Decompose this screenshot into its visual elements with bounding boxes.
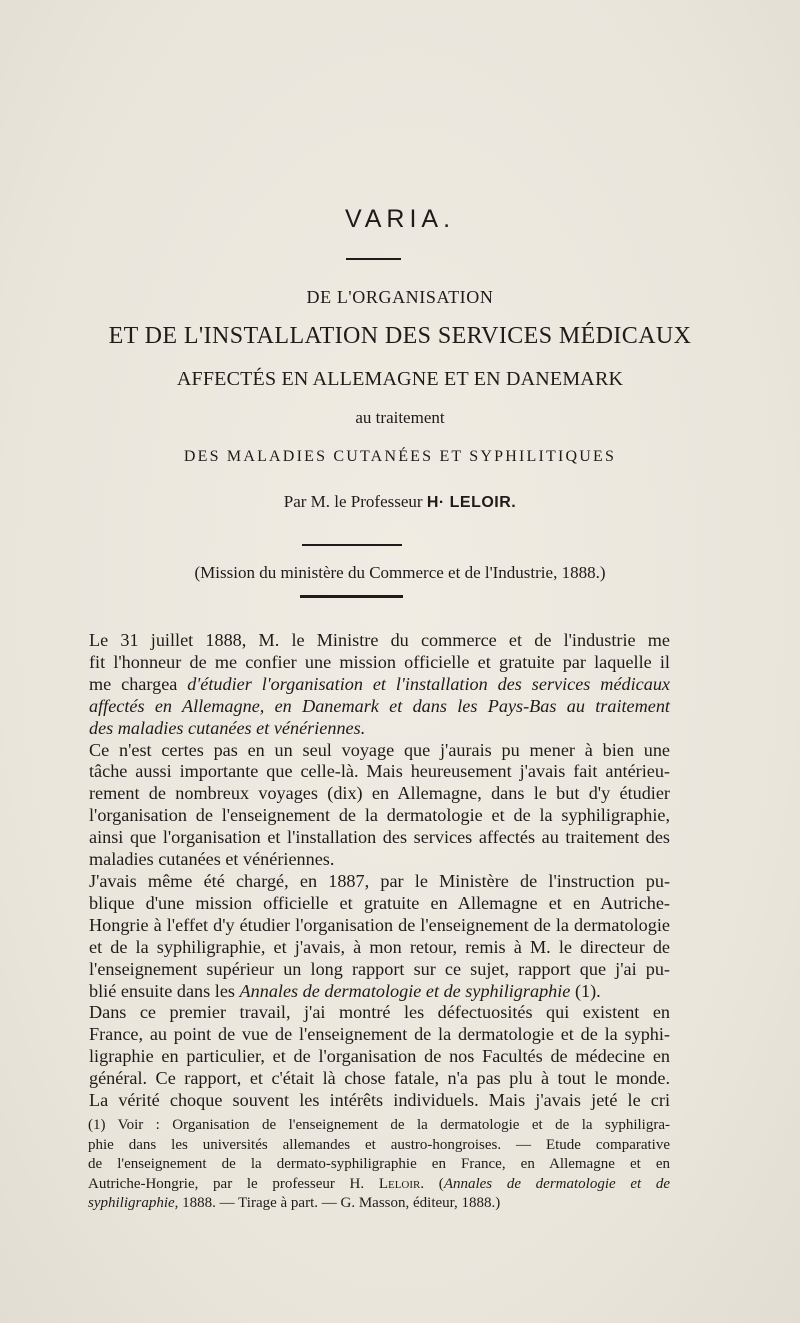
article-pretitle: DE L'ORGANISATION <box>306 287 494 307</box>
text-line: ligraphie en particulier, et de l'organisation de nos Facultés de médecine en <box>89 1046 670 1067</box>
byline <box>40 492 760 512</box>
footnote-line: (1) Voir : Organisation de l'enseignement de la dermatologie et de la syphiligra- <box>88 1117 670 1133</box>
text-line: et de la syphiligraphie, et j'avais, à mon retour, remis à M. le directeur de <box>89 936 670 957</box>
footnote <box>58 1116 670 1214</box>
article-title: ET DE L'INSTALLATION DES SERVICES MÉDICAUX <box>108 323 692 349</box>
paragraph <box>58 630 670 740</box>
journal-title: Annales de dermatologie et de syphiligraphie <box>239 980 571 1001</box>
text-run: Autriche-Hongrie, par le professeur H. <box>88 1175 365 1192</box>
text-line: tâche aussi importante que celle-là. Mais heureusement j'avais fait antérieu- <box>89 761 670 782</box>
text-line: J'avais même été chargé, en 1887, par le Ministère de l'instruction pu- <box>89 870 670 891</box>
footnote-journal-cont: syphiligraphie <box>88 1195 175 1211</box>
text-line: rement de nombreux voyages (dix) en Allemagne, dans le but d'y étudier <box>89 783 670 804</box>
footnote-ref: (1). <box>574 980 601 1001</box>
text-line: blique d'une mission officielle et gratuite en Allemagne et en Autriche- <box>89 892 670 913</box>
text-run: , 1888. — Tirage à part. — G. Masson, éditeur, 1888.) <box>174 1195 501 1211</box>
italic-run: d'étudier l'organisation et l'installation des services médicaux <box>187 673 670 694</box>
footnote-text <box>58 1116 670 1214</box>
text-line: Dans ce premier travail, j'ai montré les défectuosités qui existent en <box>89 1002 670 1023</box>
divider-rule <box>346 258 401 260</box>
footnote-line <box>58 1194 670 1214</box>
author-name: H· LELOIR. <box>426 494 517 511</box>
footnote-author: Leloir <box>378 1175 421 1192</box>
paragraph <box>58 871 670 1002</box>
section-heading: VARIA. <box>344 205 456 233</box>
text-run: . ( <box>420 1175 444 1192</box>
text-line: France, au point de vue de l'enseignement de la dermatologie et de la syphi- <box>89 1024 670 1045</box>
text-line <box>58 981 670 1003</box>
text-line: l'enseignement supérieur un long rapport sur ce sujet, rapport que j'ai pu- <box>89 958 670 979</box>
article-subject: DES MALADIES CUTANÉES ET SYPHILITIQUES <box>183 448 617 465</box>
mission-note: (Mission du ministère du Commerce et de l'Industrie, 1888.) <box>194 563 606 582</box>
text-run: blié ensuite dans les <box>89 980 235 1001</box>
article-body <box>58 630 670 1112</box>
paragraph <box>58 1002 670 1112</box>
italic-line: affectés en Allemagne, en Danemark et dans les Pays-Bas au traitement <box>89 695 670 716</box>
text-line: Le 31 juillet 1888, M. le Ministre du commerce et de l'industrie me <box>89 630 670 650</box>
text-line: l'organisation de l'enseignement de la dermatologie et de la syphiligraphie, <box>89 805 670 826</box>
byline-prefix: Par M. le Professeur <box>283 492 423 511</box>
text-line: général. Ce rapport, et c'était là chose fatale, n'a pas plu à tout le monde. <box>89 1068 670 1089</box>
article-connector: au traitement <box>355 408 445 427</box>
text-line: Ce n'est certes pas en un seul voyage que j'aurais pu mener à bien une <box>89 739 670 760</box>
text-line: maladies cutanées et vénériennes. <box>89 849 335 870</box>
footnote-line: phie dans les universités allemandes et austro-hongroises. — Etude comparative <box>88 1136 670 1153</box>
text-line: ainsi que l'organisation et l'installation des services affectés au traitement des <box>89 827 670 848</box>
text-line: La vérité choque souvent les intérêts individuels. Mais j'avais jeté le cri <box>89 1090 670 1111</box>
paragraph <box>58 740 670 871</box>
text-line: fit l'honneur de me confier une mission officielle et gratuite par laquelle il <box>89 651 670 672</box>
footnote-line <box>58 1175 670 1195</box>
footnote-journal: Annales de dermatologie et de <box>443 1175 670 1192</box>
divider-rule <box>300 595 403 598</box>
italic-line: des maladies cutanées et vénériennes. <box>89 717 366 738</box>
text-run: me chargea <box>89 673 178 694</box>
divider-rule <box>302 544 402 546</box>
article-subtitle: AFFECTÉS EN ALLEMAGNE ET EN DANEMARK <box>176 368 624 390</box>
text-line <box>58 674 670 696</box>
text-line: Hongrie à l'effet d'y étudier l'organisation de l'enseignement de la dermatologie <box>89 914 670 935</box>
footnote-line: de l'enseignement de la dermato-syphiligraphie en France, en Allemagne et en <box>88 1156 670 1172</box>
